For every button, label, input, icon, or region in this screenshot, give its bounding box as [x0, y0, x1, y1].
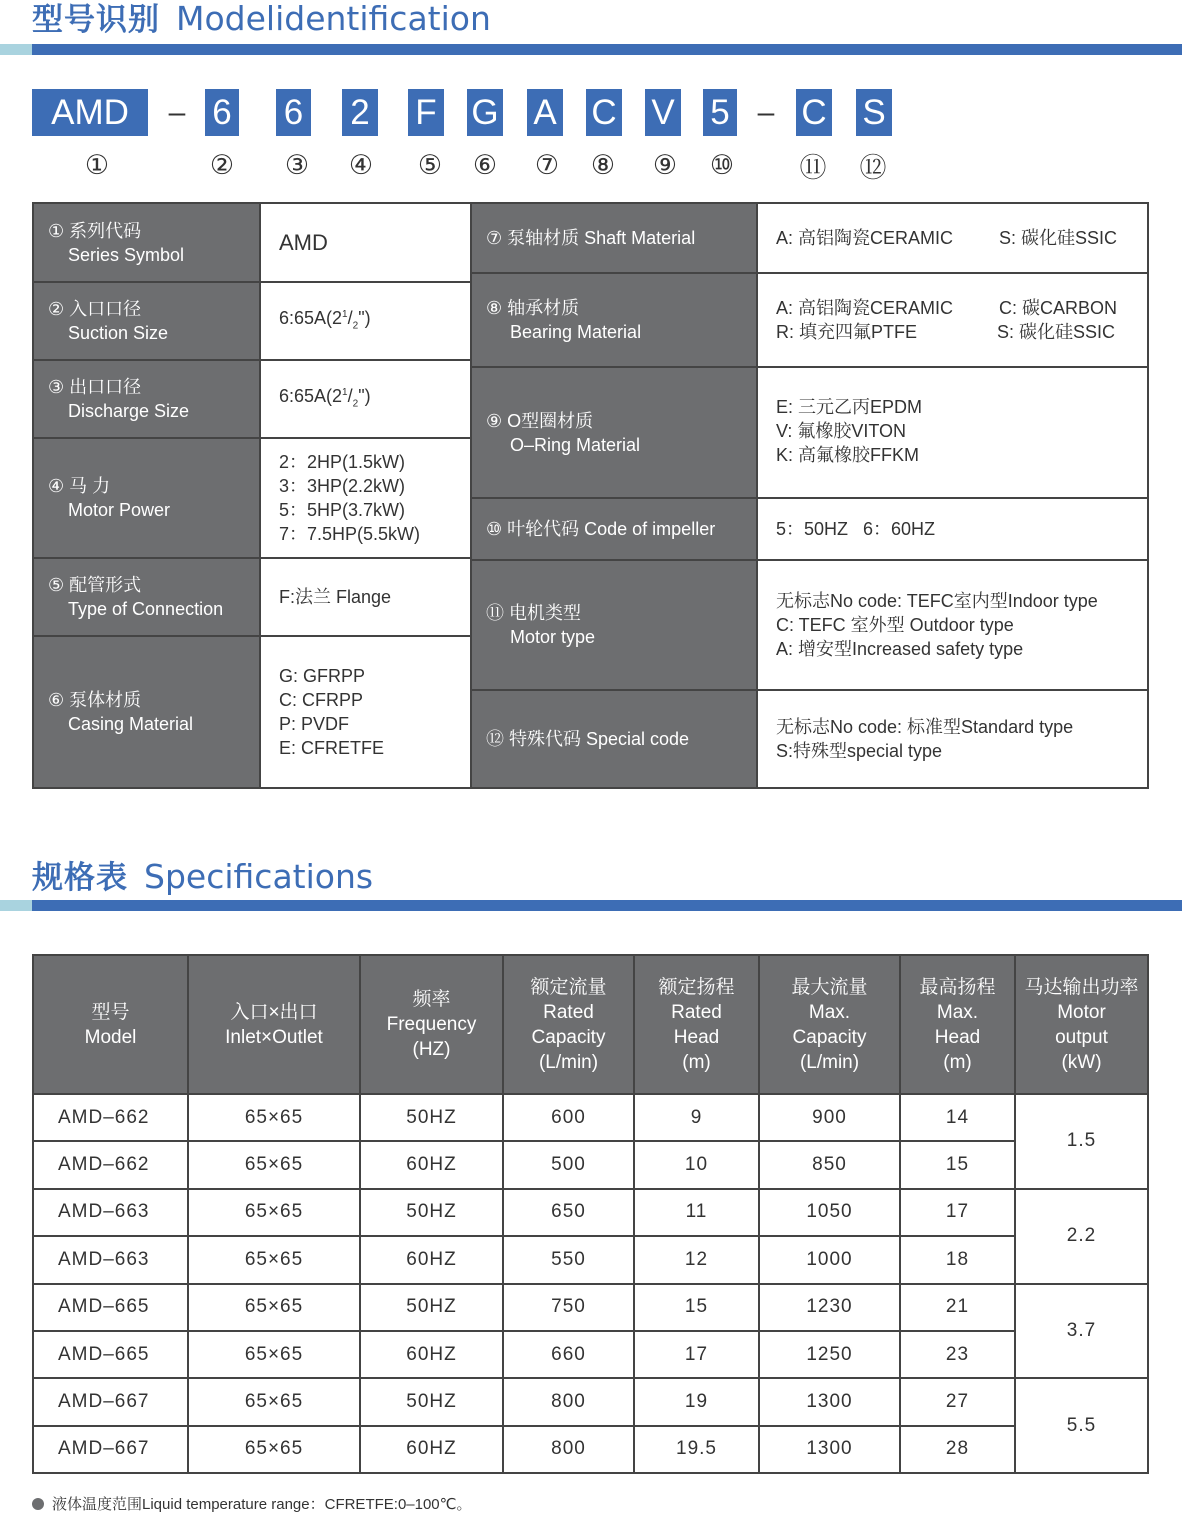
cell-model: AMD–667	[33, 1426, 188, 1473]
code-index-12: ⑫	[859, 152, 887, 184]
value-casing	[261, 637, 470, 787]
label-en: Casing Material	[68, 714, 194, 734]
header-cn: 额定扬程	[658, 976, 735, 998]
cell-max-head: 14	[900, 1094, 1015, 1141]
header-cn: 入口×出口	[230, 1001, 318, 1023]
section-title-en: Modelidentification	[176, 0, 491, 38]
label-discharge	[34, 361, 259, 439]
value-shaft	[758, 204, 1147, 274]
value-line: 5：5HP(3.7kW)	[279, 500, 406, 520]
cell-frequency: 60HZ	[360, 1236, 503, 1283]
value-sub: 2	[352, 398, 359, 410]
section-title-modelidentification	[32, 0, 491, 38]
label-text: ⑫ 特殊代码 Special code	[486, 729, 690, 749]
label-shaft	[472, 204, 756, 274]
label-text: ⑦ 泵轴材质 Shaft Material	[486, 228, 696, 248]
value-line	[776, 296, 1147, 320]
bullet-icon	[32, 1498, 44, 1510]
cell-max-capacity: 1050	[759, 1189, 900, 1236]
label-cn: ⑨ O型圈材质	[486, 410, 594, 431]
value-series	[261, 204, 470, 283]
code-box-discharge: 6	[276, 89, 311, 136]
header-cn: 最高扬程	[919, 976, 996, 998]
code-index-9: ⑨	[652, 149, 678, 181]
label-cn: ③ 出口口径	[48, 377, 142, 397]
label-bearing	[472, 274, 756, 368]
cell-rated-capacity: 660	[503, 1331, 634, 1378]
table-divider	[470, 204, 472, 787]
cell-max-head: 15	[900, 1141, 1015, 1188]
label-en: Suction Size	[68, 323, 169, 343]
value-line: C: TEFC 室外型 Outdoor type	[776, 615, 1014, 635]
code-index-10: ⑩	[709, 149, 735, 181]
code-box-oring: V	[645, 89, 681, 136]
table-row	[33, 1189, 1148, 1236]
code-box-special: S	[856, 89, 892, 136]
header-en: Capacity	[792, 1026, 867, 1048]
header-unit: (m)	[682, 1051, 711, 1073]
value-sub: 2	[352, 320, 359, 332]
cell-rated-head: 15	[634, 1284, 759, 1331]
value-text	[279, 381, 470, 417]
label-cn: ① 系列代码	[48, 220, 142, 241]
code-index-5: ⑤	[417, 149, 443, 181]
header-en: output	[1055, 1026, 1108, 1048]
value-line: C: CFRPP	[279, 690, 364, 710]
cell-inlet-outlet: 65×65	[188, 1284, 360, 1331]
cell-max-capacity: 1300	[759, 1378, 900, 1425]
value-b: C: 碳CARBON	[999, 298, 1118, 318]
value-line: E: 三元乙丙EPDM	[776, 397, 923, 417]
cell-model: AMD–662	[33, 1141, 188, 1188]
cell-inlet-outlet: 65×65	[188, 1141, 360, 1188]
header-frequency	[360, 955, 503, 1094]
cell-frequency: 60HZ	[360, 1331, 503, 1378]
cell-frequency: 50HZ	[360, 1378, 503, 1425]
cell-max-capacity: 850	[759, 1141, 900, 1188]
value-text: F:法兰 Flange	[279, 587, 392, 607]
footnote-text: 液体温度范围Liquid temperature range：CFRETFE:0–100℃。	[52, 1496, 472, 1513]
header-max-capacity	[759, 955, 900, 1094]
label-cn: ⑥ 泵体材质	[48, 690, 142, 710]
value-line	[776, 320, 1147, 344]
value-line: A: 增安型Increased safety type	[776, 639, 1024, 659]
label-cn: ⑧ 轴承材质	[486, 298, 580, 318]
header-inlet-outlet	[188, 955, 360, 1094]
value-text: AMD	[279, 229, 328, 255]
header-cn: 频率	[412, 989, 451, 1010]
value-line: K: 高氟橡胶FFKM	[776, 445, 919, 465]
label-series	[34, 204, 259, 283]
label-en: Motor type	[510, 627, 596, 647]
value-sup: 1	[342, 387, 348, 399]
cell-model: AMD–667	[33, 1378, 188, 1425]
cell-rated-head: 19	[634, 1378, 759, 1425]
cell-max-head: 18	[900, 1236, 1015, 1283]
label-en: O–Ring Material	[510, 434, 641, 455]
header-en: Head	[673, 1026, 720, 1048]
value-pre: 6:65A(2	[279, 308, 343, 329]
header-en: Max.	[808, 1001, 851, 1023]
value-line	[776, 226, 1147, 250]
label-cn: ⑪ 电机类型	[486, 603, 582, 623]
label-suction	[34, 283, 259, 361]
cell-rated-capacity: 600	[503, 1094, 634, 1141]
cell-model: AMD–665	[33, 1284, 188, 1331]
section-divider	[0, 44, 1182, 55]
value-slash: /	[347, 308, 353, 329]
cell-frequency: 50HZ	[360, 1094, 503, 1141]
code-index-2: ②	[209, 149, 235, 181]
label-casing	[34, 637, 259, 787]
table-row	[33, 1141, 1148, 1188]
label-cn: ② 入口口径	[48, 299, 142, 319]
cell-inlet-outlet: 65×65	[188, 1094, 360, 1141]
label-en: Series Symbol	[68, 244, 185, 265]
code-box-casing: G	[467, 89, 503, 136]
header-en: Head	[934, 1026, 981, 1048]
value-power	[261, 439, 470, 559]
cell-max-head: 17	[900, 1189, 1015, 1236]
value-discharge	[261, 361, 470, 439]
section-title-cn: 型号识别	[32, 2, 160, 38]
label-text: ⑩ 叶轮代码 Code of impeller	[486, 519, 716, 539]
label-oring	[472, 368, 756, 499]
value-line: 2：2HP(1.5kW)	[279, 452, 406, 472]
header-en: Rated	[543, 1001, 594, 1023]
header-model	[33, 955, 188, 1094]
cell-motor-output: 3.7	[1015, 1284, 1148, 1379]
identification-table	[32, 202, 1149, 789]
label-en: Discharge Size	[68, 401, 190, 421]
table-row	[33, 1331, 1148, 1378]
header-cn: 额定流量	[530, 976, 607, 998]
header-unit: (L/min)	[799, 1051, 860, 1073]
value-line: P: PVDF	[279, 714, 350, 734]
cell-max-capacity: 1230	[759, 1284, 900, 1331]
footnote	[32, 1493, 472, 1514]
value-b: S: 碳化硅SSIC	[999, 228, 1118, 248]
header-unit: (kW)	[1061, 1051, 1102, 1073]
value-suction	[261, 283, 470, 361]
value-slash: /	[347, 386, 353, 407]
cell-rated-capacity: 550	[503, 1236, 634, 1283]
code-box-shaft: A	[527, 89, 563, 136]
table-row	[33, 1094, 1148, 1141]
table-row	[33, 1426, 1148, 1473]
cell-frequency: 50HZ	[360, 1189, 503, 1236]
code-index-4: ④	[348, 149, 374, 181]
code-index-3: ③	[284, 149, 310, 181]
cell-model: AMD–665	[33, 1331, 188, 1378]
header-unit: (L/min)	[538, 1051, 599, 1073]
cell-max-capacity: 1250	[759, 1331, 900, 1378]
value-line: E: CFRETFE	[279, 738, 385, 758]
code-index-11: ⑪	[799, 152, 827, 184]
label-special	[472, 691, 756, 787]
cell-rated-head: 11	[634, 1189, 759, 1236]
header-en: Motor	[1057, 1001, 1106, 1023]
header-rated-capacity	[503, 955, 634, 1094]
value-text: 5：50HZ 6：60HZ	[776, 519, 936, 539]
table-divider	[259, 204, 261, 787]
value-pre: 6:65A(2	[279, 386, 343, 407]
cell-max-head: 23	[900, 1331, 1015, 1378]
value-motor	[758, 561, 1147, 691]
value-line: 无标志No code: TEFC室内型Indoor type	[776, 591, 1098, 611]
cell-rated-head: 12	[634, 1236, 759, 1283]
label-motor	[472, 561, 756, 691]
cell-frequency: 50HZ	[360, 1284, 503, 1331]
table-row	[33, 1236, 1148, 1283]
cell-rated-capacity: 800	[503, 1426, 634, 1473]
label-connection	[34, 559, 259, 637]
code-index-1: ①	[84, 149, 110, 181]
value-line: 3：3HP(2.2kW)	[279, 476, 406, 496]
value-line: V: 氟橡胶VITON	[776, 421, 907, 441]
value-text	[279, 303, 470, 339]
header-cn: 马达输出功率	[1024, 976, 1139, 998]
header-en: Rated	[671, 1001, 722, 1023]
cell-frequency: 60HZ	[360, 1426, 503, 1473]
section-title-cn: 规格表	[32, 860, 128, 896]
header-cn: 最大流量	[791, 976, 868, 998]
value-post: ")	[358, 386, 371, 407]
header-motor-output	[1015, 955, 1148, 1094]
cell-max-capacity: 1000	[759, 1236, 900, 1283]
cell-inlet-outlet: 65×65	[188, 1426, 360, 1473]
cell-max-head: 21	[900, 1284, 1015, 1331]
cell-model: AMD–663	[33, 1236, 188, 1283]
cell-inlet-outlet: 65×65	[188, 1378, 360, 1425]
section-divider	[0, 900, 1182, 911]
header-rated-head	[634, 955, 759, 1094]
cell-max-head: 27	[900, 1378, 1015, 1425]
cell-motor-output: 5.5	[1015, 1378, 1148, 1473]
header-unit: (m)	[943, 1051, 972, 1073]
label-power	[34, 439, 259, 559]
cell-rated-capacity: 650	[503, 1189, 634, 1236]
cell-max-head: 28	[900, 1426, 1015, 1473]
cell-frequency: 60HZ	[360, 1141, 503, 1188]
cell-rated-head: 19.5	[634, 1426, 759, 1473]
value-b: S: 碳化硅SSIC	[997, 322, 1116, 342]
cell-motor-output: 1.5	[1015, 1094, 1148, 1189]
cell-rated-head: 17	[634, 1331, 759, 1378]
value-special	[758, 691, 1147, 787]
header-en: Inlet×Outlet	[225, 1026, 323, 1048]
header-en: Max.	[936, 1001, 979, 1023]
table-row	[33, 1378, 1148, 1425]
value-a: R: 填充四氟PTFE	[776, 322, 918, 342]
value-connection	[261, 559, 470, 637]
value-post: ")	[358, 308, 371, 329]
code-box-suction: 6	[205, 89, 239, 136]
code-index-7: ⑦	[534, 149, 560, 181]
code-dash: –	[168, 95, 186, 129]
code-index-8: ⑧	[590, 149, 616, 181]
code-box-impeller: 5	[703, 89, 737, 136]
header-en: Frequency	[386, 1014, 477, 1035]
section-title-specifications	[32, 852, 374, 896]
cell-inlet-outlet: 65×65	[188, 1331, 360, 1378]
cell-motor-output: 2.2	[1015, 1189, 1148, 1284]
table-divider	[756, 204, 758, 787]
label-en: Type of Connection	[68, 599, 224, 619]
value-a: A: 高铝陶瓷CERAMIC	[776, 298, 954, 318]
header-en: Capacity	[531, 1026, 606, 1048]
label-cn: ④ 马 力	[48, 476, 111, 496]
code-box-bearing: C	[586, 89, 622, 136]
header-unit: (HZ)	[412, 1039, 451, 1060]
specifications-table	[32, 954, 1149, 1474]
cell-rated-head: 9	[634, 1094, 759, 1141]
code-dash: –	[757, 95, 775, 129]
label-en: Bearing Material	[510, 322, 642, 342]
value-line: G: GFRPP	[279, 666, 366, 686]
header-cn: 型号	[91, 1001, 130, 1023]
code-box-power: 2	[342, 89, 378, 136]
value-impeller	[758, 499, 1147, 561]
value-bearing	[758, 274, 1147, 368]
header-max-head	[900, 955, 1015, 1094]
cell-model: AMD–663	[33, 1189, 188, 1236]
value-line: 7：7.5HP(5.5kW)	[279, 524, 421, 544]
value-line: S:特殊型special type	[776, 741, 943, 761]
cell-rated-capacity: 800	[503, 1378, 634, 1425]
cell-inlet-outlet: 65×65	[188, 1189, 360, 1236]
table-row	[33, 1284, 1148, 1331]
label-cn: ⑤ 配管形式	[48, 575, 142, 595]
code-box-motor: C	[796, 89, 832, 136]
label-impeller	[472, 499, 756, 561]
cell-inlet-outlet: 65×65	[188, 1236, 360, 1283]
cell-max-capacity: 900	[759, 1094, 900, 1141]
cell-rated-head: 10	[634, 1141, 759, 1188]
cell-rated-capacity: 750	[503, 1284, 634, 1331]
label-en: Motor Power	[68, 500, 171, 520]
value-a: A: 高铝陶瓷CERAMIC	[776, 228, 954, 248]
cell-rated-capacity: 500	[503, 1141, 634, 1188]
cell-max-capacity: 1300	[759, 1426, 900, 1473]
code-index-6: ⑥	[472, 149, 498, 181]
code-box-connection: F	[408, 89, 444, 136]
value-sup: 1	[342, 309, 348, 321]
value-line: 无标志No code: 标准型Standard type	[776, 717, 1074, 737]
cell-model: AMD–662	[33, 1094, 188, 1141]
value-oring	[758, 368, 1147, 499]
table-header-row	[33, 955, 1148, 1094]
section-title-en: Specifications	[144, 857, 374, 896]
code-box-series: AMD	[32, 89, 148, 136]
header-en: Model	[84, 1026, 137, 1048]
